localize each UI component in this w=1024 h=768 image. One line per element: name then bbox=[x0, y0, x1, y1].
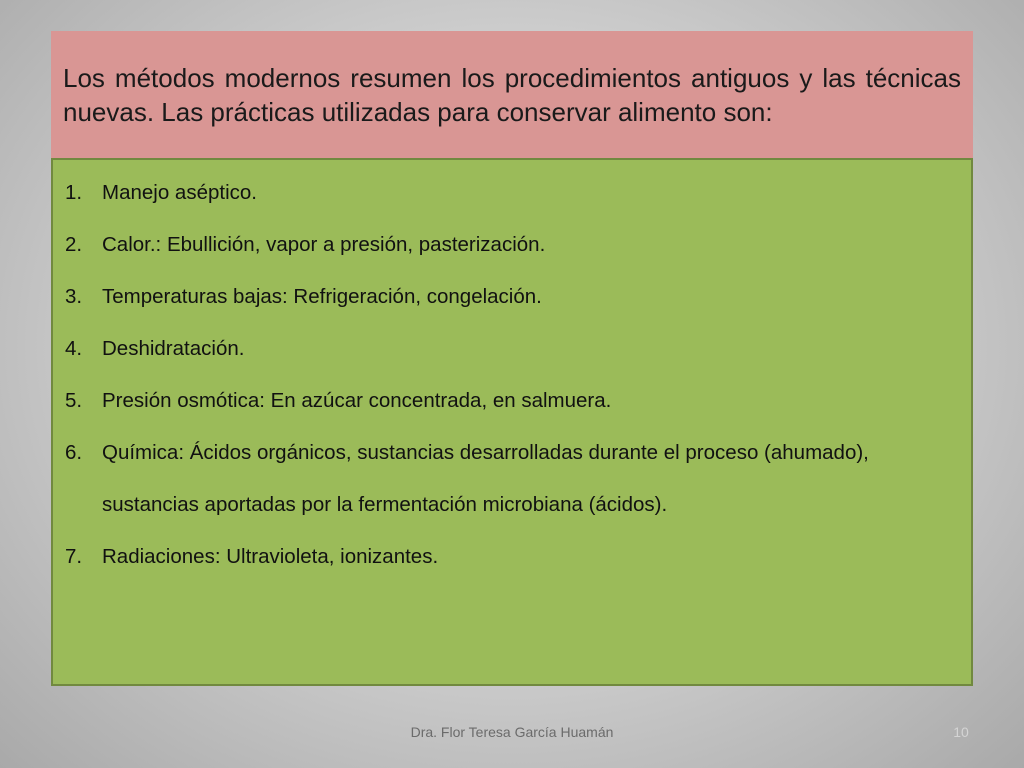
list-item-text: Radiaciones: Ultravioleta, ionizantes. bbox=[102, 545, 439, 568]
slide-number: 10 bbox=[953, 724, 969, 740]
list-item bbox=[65, 388, 959, 414]
list-item-number: 1. bbox=[65, 181, 83, 204]
content-box bbox=[51, 158, 973, 686]
list-item-text: Manejo aséptico. bbox=[102, 181, 257, 204]
list-item-number: 7. bbox=[65, 545, 83, 568]
list-item bbox=[65, 440, 959, 531]
list-item bbox=[65, 284, 959, 310]
slide-title: Los métodos modernos resumen los procedimientos antiguos y las técnicas nuevas. Las prácticas utilizadas para conservar alimento son: bbox=[63, 63, 961, 127]
list-item-text: Presión osmótica: En azúcar concentrada, en salmuera. bbox=[102, 389, 612, 412]
list-item-number: 4. bbox=[65, 337, 83, 360]
list-item bbox=[65, 544, 959, 570]
list-item-number: 2. bbox=[65, 233, 83, 256]
preservation-methods-list bbox=[65, 180, 959, 570]
list-item-number: 5. bbox=[65, 389, 83, 412]
list-item-text: Temperaturas bajas: Refrigeración, congelación. bbox=[102, 285, 542, 308]
list-item bbox=[65, 180, 959, 206]
footer-author: Dra. Flor Teresa García Huamán bbox=[410, 724, 614, 740]
list-item-number: 3. bbox=[65, 285, 83, 308]
list-item-number: 6. bbox=[65, 441, 83, 464]
list-item-text: Deshidratación. bbox=[102, 337, 245, 360]
title-box bbox=[51, 31, 973, 158]
list-item-text: Química: Ácidos orgánicos, sustancias desarrolladas durante el proceso (ahumado), sustancias aportadas por la fermentación microbiana (ácidos). bbox=[102, 441, 869, 516]
list-item-text: Calor.: Ebullición, vapor a presión, pasterización. bbox=[102, 233, 546, 256]
list-item bbox=[65, 336, 959, 362]
list-item bbox=[65, 232, 959, 258]
